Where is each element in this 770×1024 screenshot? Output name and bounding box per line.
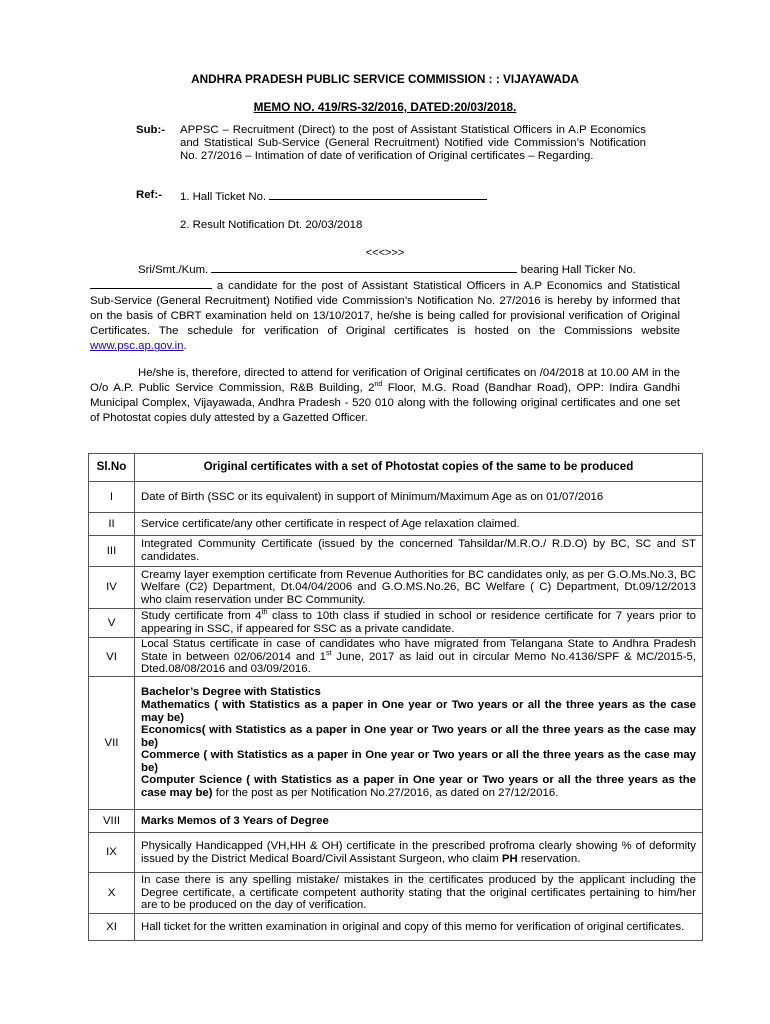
row-number: III: [89, 536, 135, 567]
row-text-a: Physically Handicapped (VH,HH & OH) certificate in the prescribed profroma clearly showing % of deformity issued by the District Medical Board/Civil Assistant Surgeon, who claim: [141, 839, 696, 865]
memo-number: MEMO NO. 419/RS-32/2016, DATED:20/03/2018.: [253, 100, 517, 114]
row-text-b: class to 10th class if studied in school or residence certificate for 7 years prior to appearing in SSC, if appeared for SSC as a private candidate.: [141, 610, 696, 635]
row-number: V: [89, 609, 135, 638]
row-text-b: June, 2017 as laid out in circular Memo No.4136/SPF & MC/2015-5, Dted.08/08/2016 and 03/09/2016.: [141, 650, 697, 676]
row-text-a: Study certificate from 4: [141, 610, 262, 623]
table-row: [89, 833, 703, 873]
intimation-paragraph: Sri/Smt./Kum. bearing Hall Ticker No. a candidate for the post of Assistant Statistical Officers in A.P Economics and Statistical Sub-Service (General Recruitment) Notified vide Commission’s Notification No. 27/2016 is hereby by informed that on the basis of CBRT examination held on 13/10/2017, he/she is being called for provisional verification of Original Certificates. The schedule for verification of Original certificates is hosted on the Commissions website www.psc.ap.gov.in.: [90, 264, 680, 353]
row-number: I: [89, 482, 135, 513]
para2-text-a: He/she is, therefore, directed to attend for verification of Original certificates on /04/2018 at 10.00 AM in the O/o A.P. Public Service Commission, R&B Building, 2: [90, 367, 680, 395]
degree-computer-science: [141, 774, 696, 799]
row-bold: PH: [501, 852, 518, 865]
row-text: [135, 677, 703, 810]
row-number: II: [89, 513, 135, 536]
row-text: [135, 833, 703, 873]
row-text: [135, 638, 703, 677]
degree-cs-rest: for the post as per Notification No.27/2016, as dated on 27/12/2016.: [212, 787, 559, 800]
certificates-table: [88, 453, 703, 941]
candidate-name-blank: [211, 262, 517, 273]
row-text: Creamy layer exemption certificate from Revenue Authorities for BC candidates only, as per G.O.Ms.No.3, BC Welfare (C2) Department, Dt.04/04/2006 and G.O.MS.No.26, BC Welfare ( C) Department, Dt.09/12/2013 who claim reservation under BC Community.: [135, 567, 703, 609]
row-text: Hall ticket for the written examination in original and copy of this memo for verification of original certificates.: [135, 914, 703, 941]
separator: <<<>>>: [365, 247, 405, 259]
degree-cs-bold: Computer Science ( with Statistics as a paper in One year or Two years or all the three years as the case may be): [141, 774, 696, 800]
table-row: [89, 482, 703, 513]
reference-label: Ref:-: [136, 189, 162, 201]
bearing-text: bearing Hall Ticker No.: [520, 264, 636, 276]
table-row: [89, 810, 703, 833]
table-row: [89, 513, 703, 536]
salutation: Sri/Smt./Kum.: [138, 264, 209, 276]
row-number: VII: [89, 677, 135, 810]
table-row: [89, 914, 703, 941]
row-text: Service certificate/any other certificate in respect of Age relaxation claimed.: [135, 513, 703, 536]
row-number: XI: [89, 914, 135, 941]
row-number: IV: [89, 567, 135, 609]
row-number: X: [89, 873, 135, 914]
para2-sup: nd: [374, 381, 383, 389]
reference-item-2: 2. Result Notification Dt. 20/03/2018: [180, 219, 363, 231]
header-certificates: Original certificates with a set of Photostat copies of the same to be produced: [135, 454, 703, 482]
table-header-row: [89, 454, 703, 482]
row-number: VI: [89, 638, 135, 677]
row-text: Marks Memos of 3 Years of Degree: [135, 810, 703, 833]
row-number: VIII: [89, 810, 135, 833]
para1-text: a candidate for the post of Assistant Statistical Officers in A.P Economics and Statistical Sub-Service (General Recruitment) Notified vide Commission’s Notification No. 27/2016 is hereby by informed that on the basis of CBRT examination held on 13/10/2017, he/she is being called for provisional verification of Original Certificates. The schedule for verification of Original certificates is hosted on the Commissions website: [90, 280, 680, 338]
table-row: [89, 873, 703, 914]
direction-paragraph: [90, 366, 680, 426]
table-row: [89, 536, 703, 567]
table-row: [89, 609, 703, 638]
degree-economics: Economics( with Statistics as a paper in One year or Two years or all the three years as the case may be): [141, 724, 696, 749]
degree-commerce: Commerce ( with Statistics as a paper in One year or Two years or all the three years as the case may be): [141, 749, 696, 774]
hall-ticket-blank: [269, 189, 487, 200]
row-sup: st: [326, 649, 332, 657]
row-sup: th: [261, 609, 268, 617]
reference-item-1: [180, 189, 487, 203]
subject-text: APPSC – Recruitment (Direct) to the post of Assistant Statistical Officers in A.P Economics and Statistical Sub-Service (General Recruitment) Notified vide Commission’s Notification No. 27/2016 – Intimation of date of verification of Original certificates – Regarding.: [180, 124, 646, 163]
row-text-b: reservation.: [517, 852, 581, 865]
degree-heading: Bachelor’s Degree with Statistics: [141, 686, 321, 699]
row-text: Date of Birth (SSC or its equivalent) in support of Minimum/Maximum Age as on 01/07/2016: [135, 482, 703, 513]
commission-title: ANDHRA PRADESH PUBLIC SERVICE COMMISSION : : VIJAYAWADA: [191, 72, 579, 86]
hall-ticket-number-blank: [90, 278, 212, 289]
table-row: [89, 567, 703, 609]
table-row: [89, 677, 703, 810]
reference-item-1-text: 1. Hall Ticket No.: [180, 191, 267, 203]
row-text: Integrated Community Certificate (issued by the concerned Tahsildar/M.R.O./ R.D.O) by BC, SC and ST candidates.: [135, 536, 703, 567]
row-number: IX: [89, 833, 135, 873]
row-text-a: Local Status certificate in case of candidates who have migrated from Telangana State to Andhra Pradesh State in between 02/06/2014 and 1: [141, 638, 696, 663]
para2-text-b: Floor, M.G. Road (Bandhar Road), OPP: Indira Gandhi Municipal Complex, Vijayawada, Andhra Pradesh - 520 010 along with the following original certificates and one set of Photostat copies duly attested by a Gazetted Officer.: [90, 382, 680, 425]
degree-mathematics: Mathematics ( with Statistics as a paper in One year or Two years or all the three years as the case may be): [141, 698, 696, 724]
row-text: [135, 609, 703, 638]
subject-label: Sub:-: [136, 124, 166, 136]
row-text: In case there is any spelling mistake/ mistakes in the certificates produced by the applicant including the Degree certificate, a certificate competent authority stating that the original certificates pertaining to him/her are to be produced on the day of verification.: [135, 873, 703, 914]
table-row: [89, 638, 703, 677]
website-link[interactable]: www.psc.ap.gov.in: [90, 340, 184, 353]
header-slno: Sl.No: [89, 454, 135, 482]
